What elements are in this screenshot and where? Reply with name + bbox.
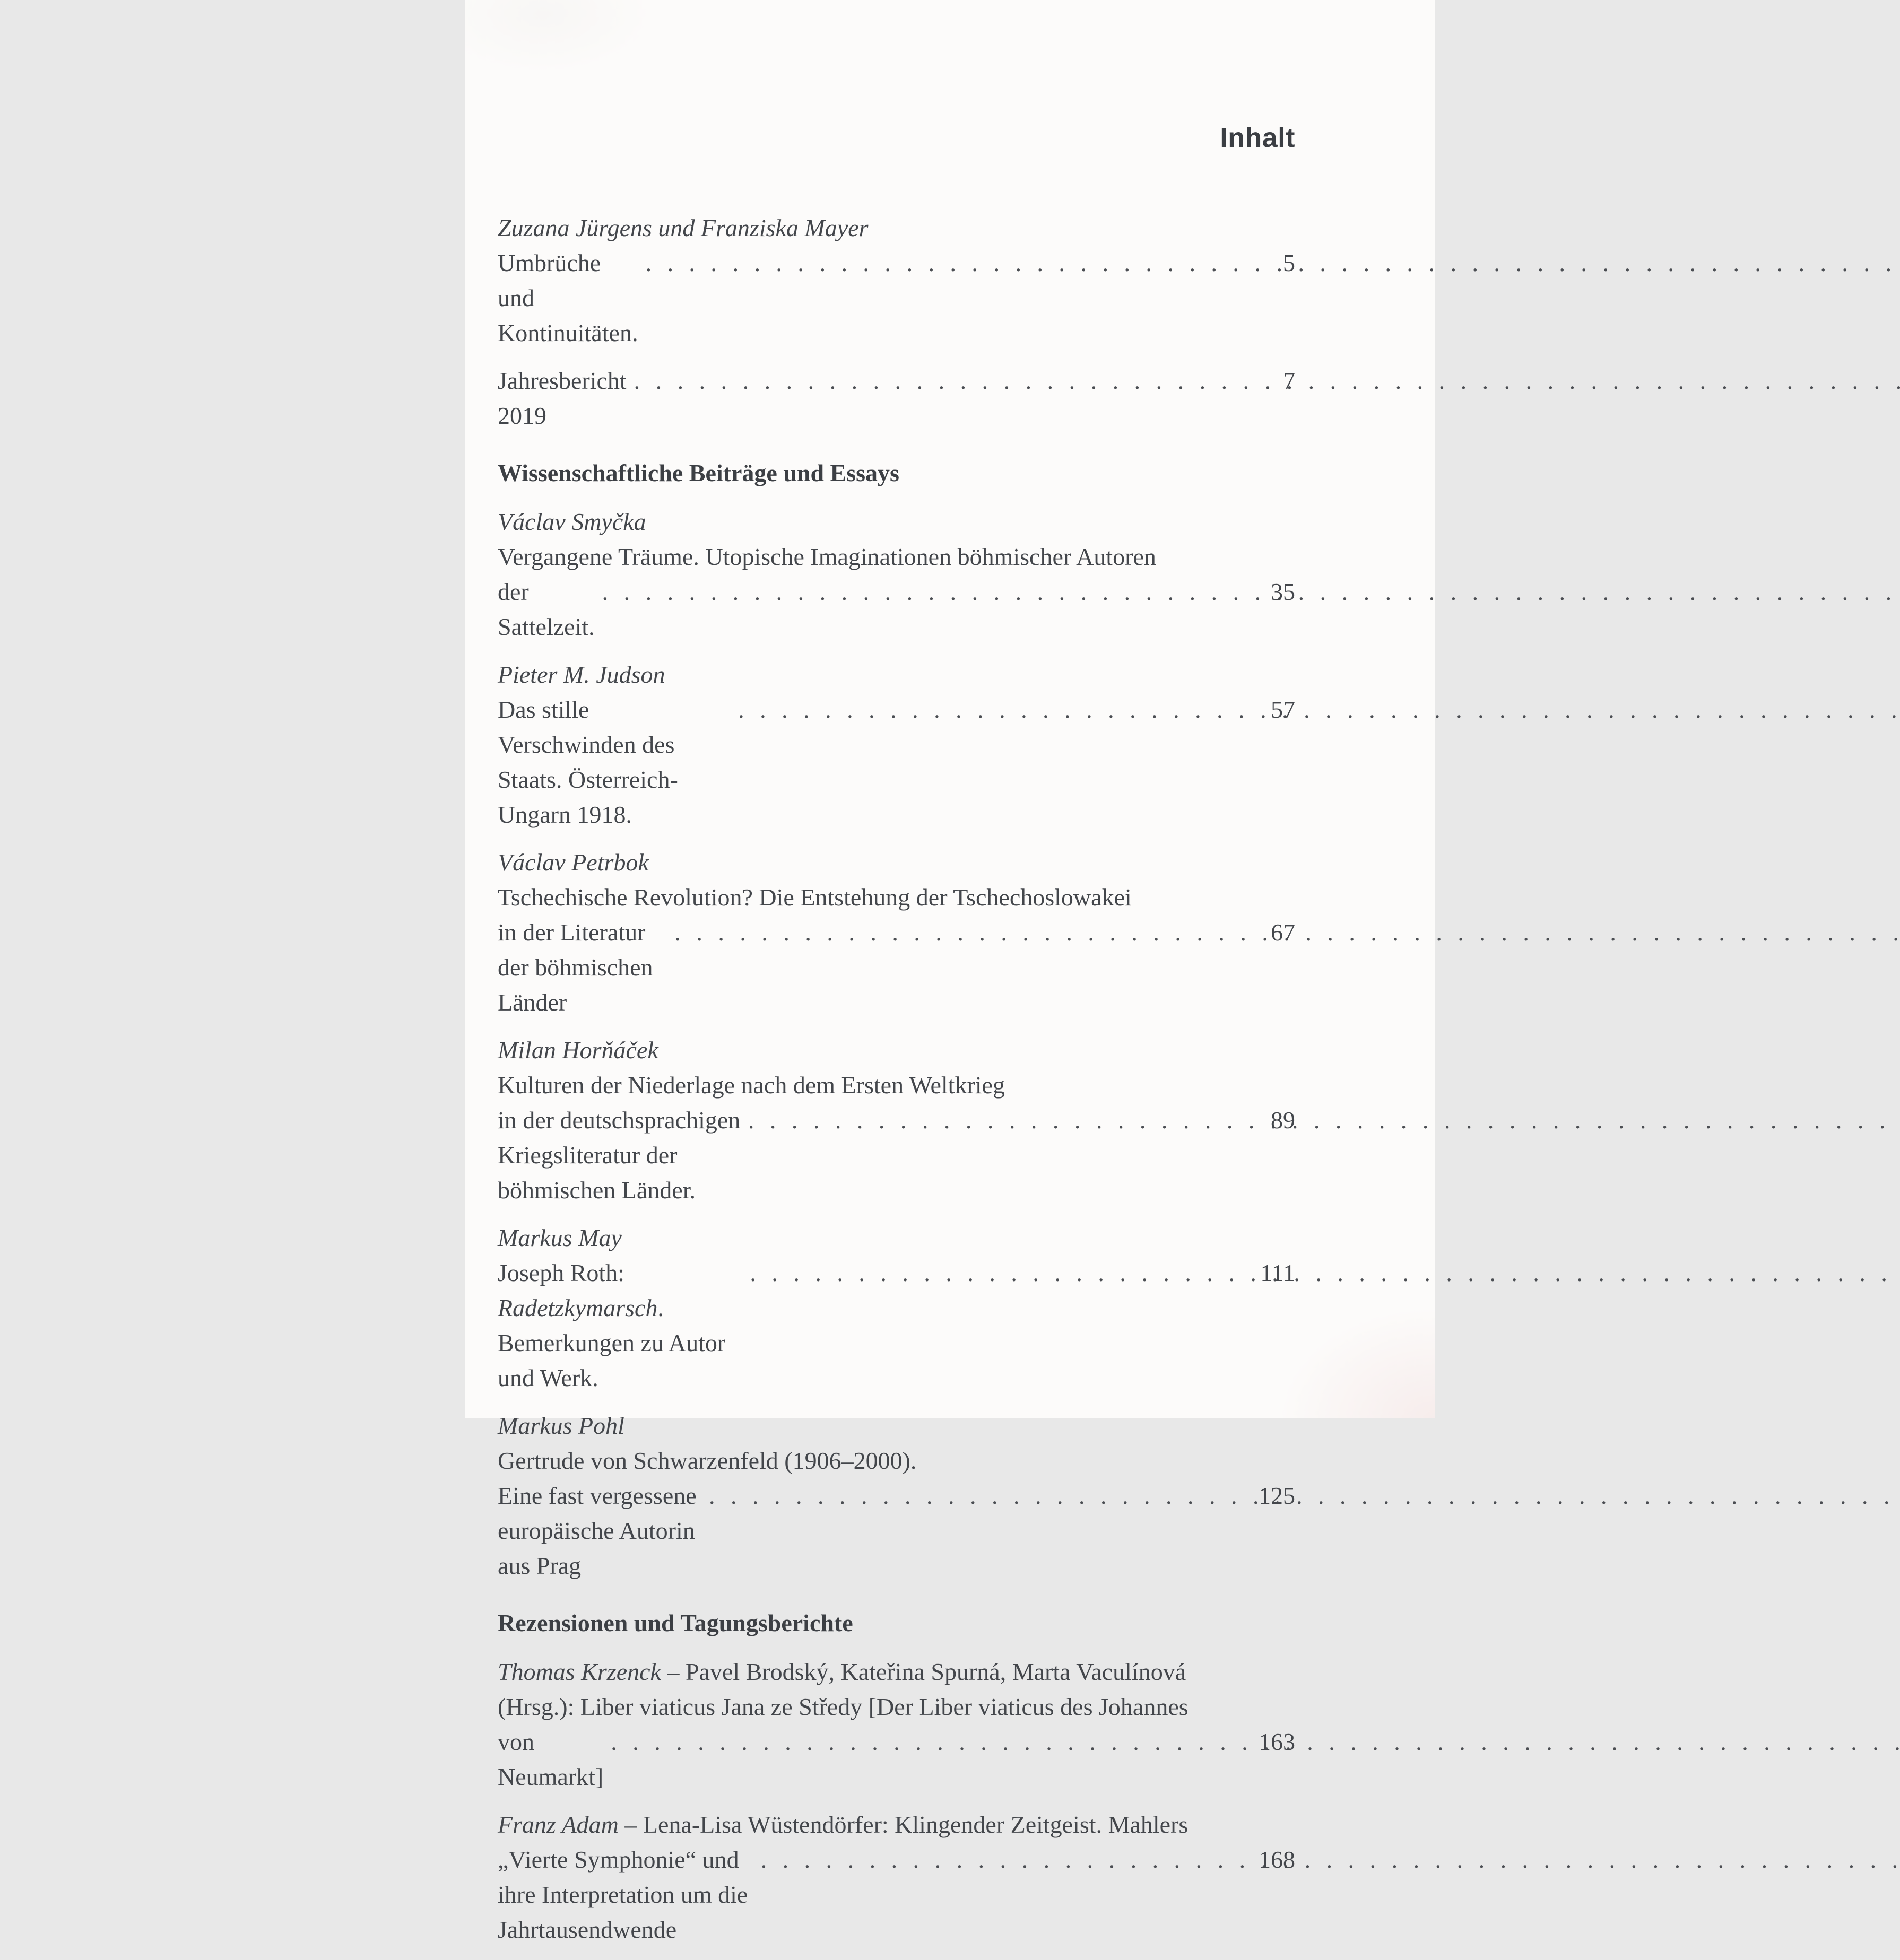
line-text: Vergangene Träume. Utopische Imaginationen böhmischer Autoren xyxy=(498,543,1156,571)
toc-line xyxy=(498,1478,1295,1583)
author-text: Markus May xyxy=(498,1224,622,1252)
line-text: Eine fast vergessene europäische Autorin aus Prag xyxy=(498,1482,703,1580)
dot-leader xyxy=(645,246,1245,281)
page-number: 7 xyxy=(1283,367,1295,395)
line-text: Kulturen der Niederlage nach dem Ersten Weltkrieg xyxy=(498,1072,1005,1099)
toc-entry xyxy=(498,211,1295,351)
toc-line xyxy=(498,363,1295,433)
toc-entry xyxy=(498,504,1295,644)
toc-entry xyxy=(498,363,1295,433)
dot-leader xyxy=(709,1478,1245,1513)
line-text: (Hrsg.): Liber viaticus Jana ze Středy [Der Liber viaticus des Johannes xyxy=(498,1693,1188,1721)
line-segment-italic: Thomas Krzenck xyxy=(498,1658,661,1686)
page-number: 67 xyxy=(1271,919,1295,946)
dot-leader xyxy=(748,1103,1245,1138)
toc-entry xyxy=(498,1654,1295,1795)
toc-line xyxy=(498,692,1295,832)
page-content xyxy=(498,0,1295,1960)
toc-line xyxy=(498,539,1295,574)
dot-leader xyxy=(674,915,1245,950)
entry-author xyxy=(498,211,1295,246)
line-text: Jahresbericht 2019 xyxy=(498,367,633,430)
section-heading: Rezensionen und Tagungsberichte xyxy=(498,1609,853,1637)
toc-line xyxy=(498,1256,1295,1396)
page-number: 168 xyxy=(1259,1846,1295,1874)
section-heading: Wissenschaftliche Beiträge und Essays xyxy=(498,459,899,487)
toc-line xyxy=(498,1842,1295,1947)
page-number: 163 xyxy=(1259,1728,1295,1756)
entry-author xyxy=(498,1408,1295,1443)
entry-author xyxy=(498,1033,1295,1068)
toc-entry xyxy=(498,1033,1295,1208)
entry-author xyxy=(498,1221,1295,1256)
line-text: Gertrude von Schwarzenfeld (1906–2000). xyxy=(498,1447,917,1475)
toc-entry xyxy=(498,1221,1295,1396)
line-text xyxy=(498,1256,742,1396)
line-text: in der Literatur der böhmischen Länder xyxy=(498,919,660,1016)
line-segment: . Bemerkungen zu Autor und Werk. xyxy=(498,1294,732,1392)
line-text: Umbrüche und Kontinuitäten. xyxy=(498,249,638,347)
dot-leader xyxy=(611,1724,1245,1759)
toc-line xyxy=(498,1807,1295,1842)
line-segment: – Pavel Brodský, Kateřina Spurná, Marta Vaculínová xyxy=(661,1658,1186,1686)
toc-line xyxy=(498,1689,1295,1724)
page-number: 57 xyxy=(1271,696,1295,724)
author-text: Václav Petrbok xyxy=(498,849,649,876)
page-number: 5 xyxy=(1283,249,1295,277)
line-text: „Vierte Symphonie“ und ihre Interpretation um die Jahrtausendwende xyxy=(498,1846,754,1944)
page-number: 89 xyxy=(1271,1107,1295,1134)
dot-leader xyxy=(602,574,1245,609)
author-text: Markus Pohl xyxy=(498,1412,624,1440)
toc-list xyxy=(498,211,1295,1947)
entry-author xyxy=(498,657,1295,692)
dot-leader xyxy=(738,692,1245,727)
toc-entry xyxy=(498,657,1295,832)
scanned-page xyxy=(465,0,1435,1944)
toc-line xyxy=(498,1654,1295,1689)
dot-leader xyxy=(634,363,1245,398)
toc-line xyxy=(498,880,1295,915)
dot-leader xyxy=(750,1256,1245,1291)
author-text: Zuzana Jürgens und Franziska Mayer xyxy=(498,214,869,242)
toc-line xyxy=(498,574,1295,644)
author-text: Pieter M. Judson xyxy=(498,661,665,689)
line-segment-italic: Franz Adam xyxy=(498,1811,619,1839)
toc-line xyxy=(498,1724,1295,1795)
toc-line xyxy=(498,1068,1295,1103)
line-text: von Neumarkt] xyxy=(498,1728,604,1791)
author-text: Václav Smyčka xyxy=(498,508,646,536)
page-title: Inhalt xyxy=(1220,123,1295,153)
page-number: 125 xyxy=(1259,1482,1295,1510)
toc-line xyxy=(498,1443,1295,1478)
line-text: der Sattelzeit. xyxy=(498,578,595,641)
toc-entry xyxy=(498,1408,1295,1583)
page-number: 35 xyxy=(1271,578,1295,606)
toc-line xyxy=(498,1103,1295,1208)
line-text xyxy=(498,1807,1188,1842)
line-segment: Joseph Roth: xyxy=(498,1259,631,1287)
line-text: Das stille Verschwinden des Staats. Österreich-Ungarn 1918. xyxy=(498,696,681,829)
toc-line xyxy=(498,915,1295,1020)
entry-author xyxy=(498,845,1295,880)
line-segment-italic: Radetzkymarsch xyxy=(498,1294,658,1322)
toc-line xyxy=(498,246,1295,351)
author-text: Milan Horňáček xyxy=(498,1036,658,1064)
toc-entry xyxy=(498,1807,1295,1947)
page-number: 111 xyxy=(1260,1259,1295,1287)
entry-author xyxy=(498,504,1295,539)
line-text: Tschechische Revolution? Die Entstehung der Tschechoslowakei xyxy=(498,884,1132,911)
line-text: in der deutschsprachigen Kriegsliteratur der böhmischen Länder. xyxy=(498,1107,747,1204)
line-segment: – Lena-Lisa Wüstendörfer: Klingender Zeitgeist. Mahlers xyxy=(618,1811,1188,1839)
dot-leader xyxy=(761,1842,1245,1877)
line-text xyxy=(498,1654,1186,1689)
toc-entry xyxy=(498,845,1295,1020)
